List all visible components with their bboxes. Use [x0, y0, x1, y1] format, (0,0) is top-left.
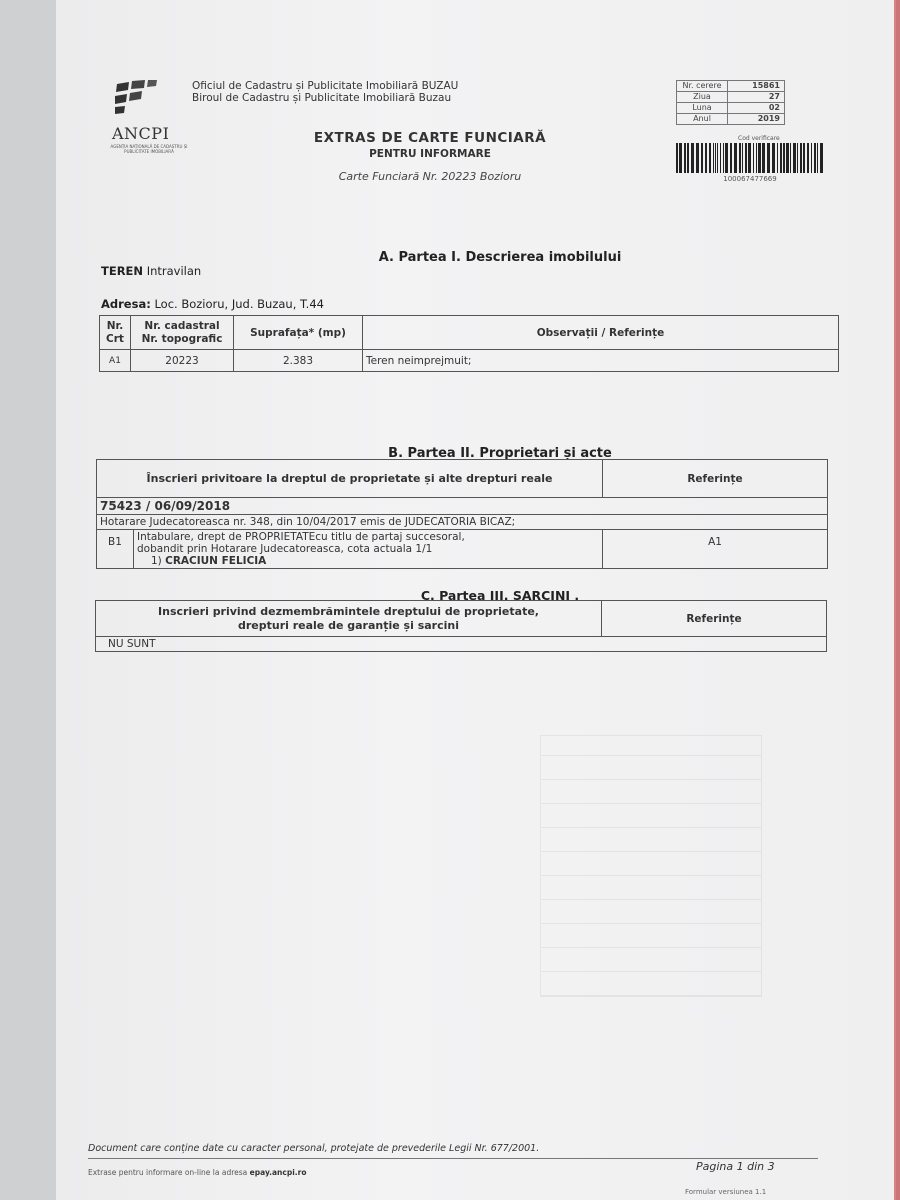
cell-crt: A1	[100, 350, 131, 372]
part-c-table	[95, 600, 827, 652]
table-header-row	[97, 460, 828, 498]
header-cad2: Nr. topografic	[141, 332, 223, 345]
header-enc-line-1: Inscrieri privind dezmembrămintele dreptului de proprietate,	[158, 604, 539, 618]
request-info-box	[676, 80, 785, 125]
barcode-icon	[676, 143, 824, 173]
request-label: Luna	[677, 103, 728, 114]
header-cad1: Nr. cadastral	[144, 319, 220, 332]
entry-number-row	[97, 498, 828, 515]
request-row	[677, 81, 785, 92]
cell-cadastral: 20223	[131, 350, 234, 372]
cf-number: Carte Funciară Nr. 20223 Bozioru	[338, 170, 522, 183]
b1-owner-name: CRACIUN FELICIA	[165, 555, 267, 567]
show-through-shadow	[540, 735, 762, 997]
request-label: Ziua	[677, 92, 728, 103]
request-label: Anul	[677, 114, 728, 125]
b1-owner-number: 1)	[151, 555, 162, 567]
code-label: Cod verificare	[738, 135, 780, 142]
part-c-title: C. Partea III. SARCINI .	[420, 588, 580, 603]
request-row	[677, 103, 785, 114]
b1-description	[134, 530, 603, 569]
property-type	[101, 264, 201, 278]
online-note	[88, 1168, 306, 1177]
cell-observations: Teren neimprejmuit;	[363, 350, 839, 372]
logo-subtitle: AGENȚIA NAȚIONALĂ DE CADASTRU ȘI PUBLICITATE IMOBILIARĂ	[110, 144, 188, 154]
property-address	[101, 297, 324, 311]
table-row	[97, 530, 828, 569]
address-value: Loc. Bozioru, Jud. Buzau, T.44	[154, 297, 324, 311]
entry-number: 75423 / 06/09/2018	[97, 498, 828, 515]
b1-code: B1	[97, 530, 134, 569]
b1-line-2: dobandit prin Hotarare Judecatoreasca, cota actuala 1/1	[137, 543, 433, 555]
red-folder-edge	[894, 0, 900, 1200]
table-row	[100, 350, 839, 372]
cell-surface: 2.383	[234, 350, 363, 372]
logo-text: ANCPI	[112, 124, 170, 143]
table-header-row	[96, 601, 827, 637]
form-version: Formular versiunea 1.1	[685, 1188, 767, 1196]
online-url: epay.ancpi.ro	[249, 1168, 307, 1177]
header-rights: Înscrieri privitoare la dreptul de proprietate și alte drepturi reale	[97, 460, 603, 498]
request-value: 27	[728, 92, 785, 103]
table-header-row	[100, 316, 839, 350]
request-value: 15861	[728, 81, 785, 92]
encumbrances-value: NU SUNT	[96, 637, 827, 652]
header-references: Referințe	[603, 460, 828, 498]
document-title: EXTRAS DE CARTE FUNCIARĂ	[313, 130, 547, 146]
table-row	[96, 637, 827, 652]
header-cadastral	[131, 316, 234, 350]
request-value: 2019	[728, 114, 785, 125]
barcode-number: 100067477669	[723, 175, 777, 183]
header-surface: Suprafața* (mp)	[234, 316, 363, 350]
office-line-2: Biroul de Cadastru și Publicitate Imobiliară Buzau	[192, 92, 452, 104]
header-nr: Nr.	[106, 319, 124, 332]
header-references: Referințe	[602, 601, 827, 637]
request-row	[677, 92, 785, 103]
header-observations: Observații / Referințe	[363, 316, 839, 350]
office-name	[192, 80, 458, 104]
part-a-table	[99, 315, 839, 372]
address-label: Adresa:	[101, 297, 151, 311]
b1-line-1: Intabulare, drept de PROPRIETATEcu titlu de partaj succesoral,	[137, 531, 465, 543]
header-nr-crt	[100, 316, 131, 350]
part-b-table	[96, 459, 828, 569]
property-type-rest: Intravilan	[146, 264, 202, 278]
footer-divider	[88, 1158, 818, 1159]
document-subtitle: PENTRU INFORMARE	[369, 148, 491, 160]
request-label: Nr. cerere	[677, 81, 728, 92]
ancpi-logo-icon	[115, 80, 159, 114]
request-row	[677, 114, 785, 125]
act-row	[97, 515, 828, 530]
header-enc-line-2: drepturi reale de garanție și sarcini	[237, 618, 459, 632]
header-encumbrances	[96, 601, 602, 637]
privacy-note: Document care conține date cu caracter personal, protejate de prevederile Legii Nr. 677/2001.	[88, 1143, 540, 1154]
header-crt: Crt	[106, 332, 124, 345]
part-b-title: B. Partea II. Proprietari și acte	[388, 446, 612, 461]
b1-reference: A1	[603, 530, 828, 569]
part-a-title: A. Partea I. Descrierea imobilului	[378, 250, 622, 265]
property-type-bold: TEREN	[101, 264, 144, 278]
office-line-1: Oficiul de Cadastru și Publicitate Imobiliară BUZAU	[192, 80, 459, 92]
page-number: Pagina 1 din 3	[696, 1160, 775, 1173]
act-text: Hotarare Judecatoreasca nr. 348, din 10/04/2017 emis de JUDECATORIA BICAZ;	[97, 515, 828, 530]
request-value: 02	[728, 103, 785, 114]
online-prefix: Extrase pentru informare on-line la adresa	[88, 1168, 248, 1177]
b1-owner-line	[137, 555, 599, 567]
